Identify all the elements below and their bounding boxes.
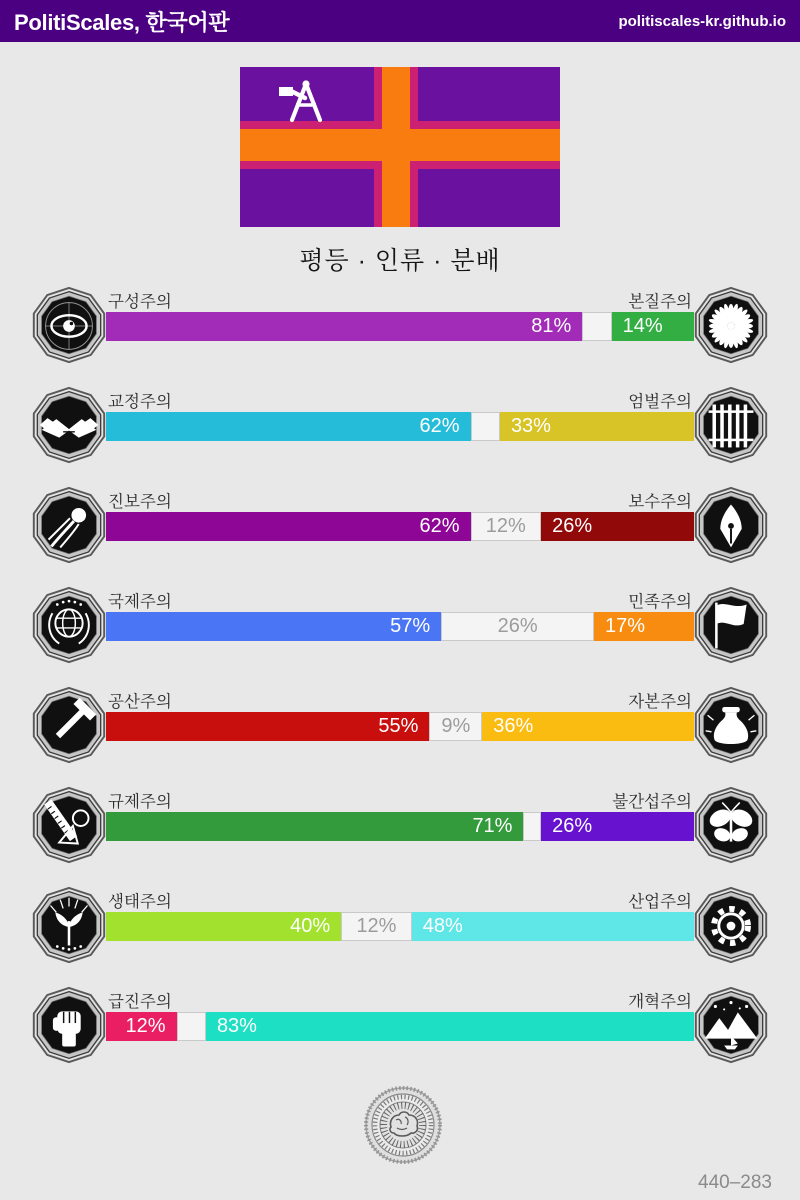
- flag-cross-v: [382, 67, 410, 227]
- pen-nib-icon: [692, 486, 770, 564]
- globe-laurel-icon: [30, 586, 108, 664]
- axis-right-label: 개혁주의: [628, 993, 692, 1011]
- axis-left-label: 구성주의: [108, 293, 172, 311]
- result-flag: [240, 67, 560, 227]
- axis-left-label: 급진주의: [108, 993, 172, 1011]
- comet-icon: [30, 486, 108, 564]
- axis-left-label: 교정주의: [108, 393, 172, 411]
- money-bag-icon: [692, 686, 770, 764]
- axis-left-label: 진보주의: [108, 493, 172, 511]
- prison-bars-icon: [692, 386, 770, 464]
- axis-right-value: 33%: [500, 412, 694, 441]
- axis-right-label: 불간섭주의: [612, 793, 692, 811]
- axis-right-label: 산업주의: [628, 893, 692, 911]
- axis-neutral-value: 26%: [441, 612, 594, 641]
- axis-row-6: [0, 780, 800, 880]
- eye-web-icon: [30, 286, 108, 364]
- axis-bar: [106, 612, 694, 641]
- axis-right-value: 17%: [594, 612, 694, 641]
- brain-seal-icon: [363, 1085, 443, 1165]
- axis-bar: [106, 1012, 694, 1041]
- axis-row-8: [0, 980, 800, 1080]
- sprout-icon: [30, 886, 108, 964]
- site-url-link[interactable]: politiscales-kr.github.io: [618, 12, 786, 30]
- axis-left-value: 57%: [106, 612, 441, 641]
- axis-left-label: 공산주의: [108, 693, 172, 711]
- axis-right-value: 48%: [412, 912, 694, 941]
- axis-right-label: 엄벌주의: [628, 393, 692, 411]
- ruler-shapes-icon: [30, 786, 108, 864]
- axis-left-value: 62%: [106, 512, 471, 541]
- axis-right-label: 보수주의: [628, 493, 692, 511]
- axis-neutral-value: [471, 412, 500, 441]
- axis-neutral-value: [582, 312, 611, 341]
- axis-right-label: 자본주의: [628, 693, 692, 711]
- hammer-sickle-icon: [30, 686, 108, 764]
- app-header: [0, 0, 800, 42]
- axis-right-label: 민족주의: [628, 593, 692, 611]
- compass-hammer-icon: [276, 76, 334, 124]
- axis-bar: [106, 812, 694, 841]
- axis-right-value: 26%: [541, 512, 694, 541]
- result-score: 440–283: [698, 1172, 772, 1193]
- axis-bar: [106, 412, 694, 441]
- axis-bar: [106, 512, 694, 541]
- axis-row-2: [0, 380, 800, 480]
- axis-bar: [106, 712, 694, 741]
- axis-left-value: 81%: [106, 312, 582, 341]
- axis-left-value: 62%: [106, 412, 471, 441]
- axis-neutral-value: [177, 1012, 206, 1041]
- axis-right-value: 36%: [482, 712, 694, 741]
- axis-row-7: [0, 880, 800, 980]
- axis-neutral-value: [523, 812, 541, 841]
- axis-row-3: [0, 480, 800, 580]
- axis-bar: [106, 912, 694, 941]
- axis-left-label: 생태주의: [108, 893, 172, 911]
- axis-neutral-value: 12%: [471, 512, 542, 541]
- gear-icon: [692, 886, 770, 964]
- butterfly-icon: [692, 786, 770, 864]
- page-title: PolitiScales, 한국어판: [14, 9, 230, 35]
- axis-right-value: 26%: [541, 812, 694, 841]
- axis-bar: [106, 312, 694, 341]
- landscape-icon: [692, 986, 770, 1064]
- axis-left-value: 55%: [106, 712, 429, 741]
- axis-left-value: 71%: [106, 812, 523, 841]
- chrysanthemum-icon: [692, 286, 770, 364]
- raised-fist-icon: [30, 986, 108, 1064]
- axis-right-value: 14%: [612, 312, 694, 341]
- axis-row-1: [0, 280, 800, 380]
- handshake-icon: [30, 386, 108, 464]
- axis-right-value: 83%: [206, 1012, 694, 1041]
- result-subtitle: 평등 · 인류 · 분배: [299, 247, 501, 275]
- axis-left-value: 40%: [106, 912, 341, 941]
- axis-left-label: 국제주의: [108, 593, 172, 611]
- axis-row-4: [0, 580, 800, 680]
- axis-left-value: 12%: [106, 1012, 177, 1041]
- waving-flag-icon: [692, 586, 770, 664]
- axis-right-label: 본질주의: [628, 293, 692, 311]
- axis-row-5: [0, 680, 800, 780]
- axis-neutral-value: 9%: [429, 712, 482, 741]
- axis-neutral-value: 12%: [341, 912, 412, 941]
- axis-left-label: 규제주의: [108, 793, 172, 811]
